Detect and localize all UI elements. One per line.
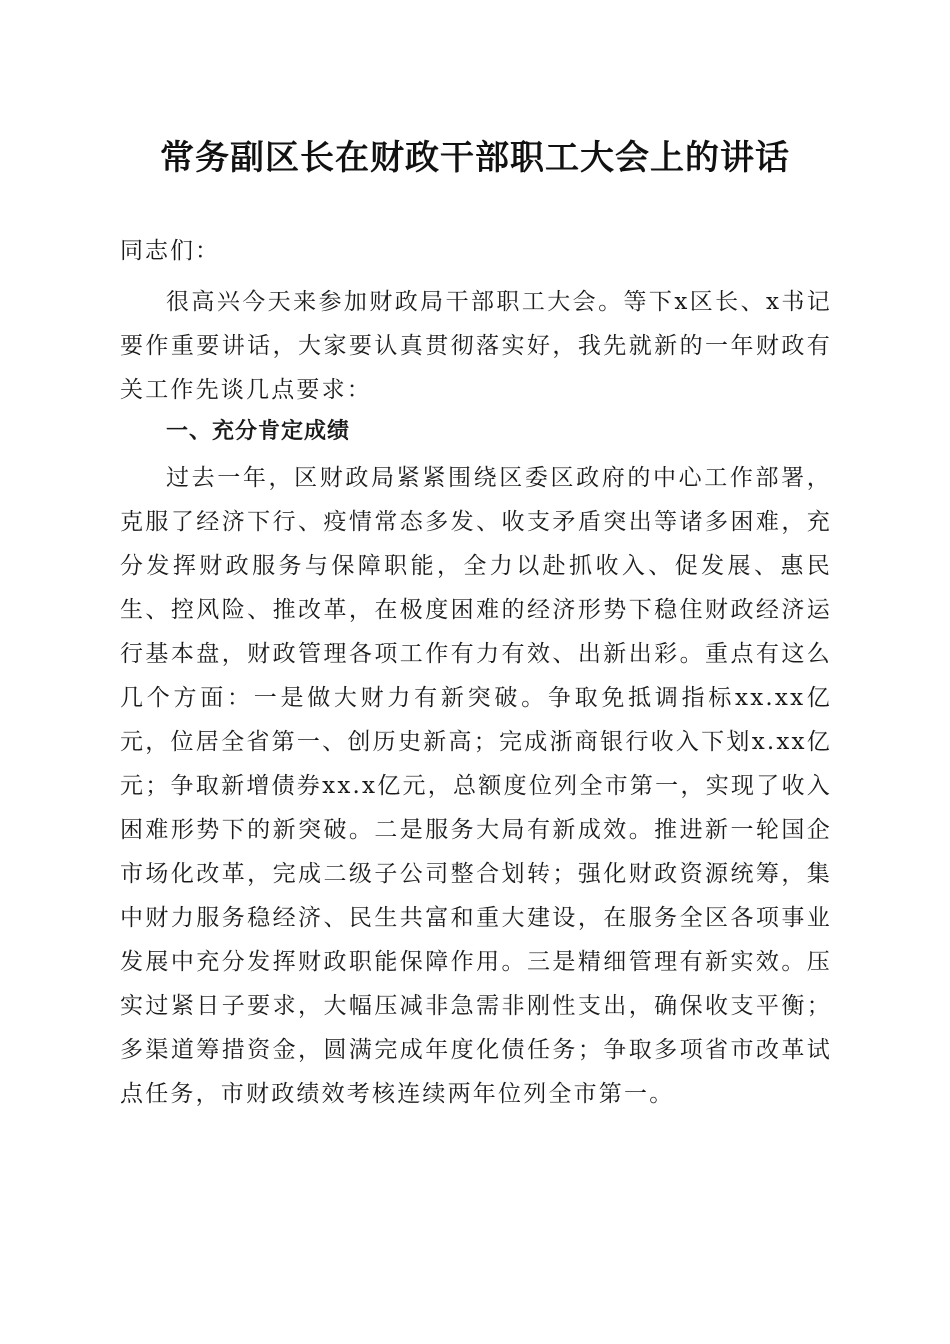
section-body-paragraph: 过去一年，区财政局紧紧围绕区委区政府的中心工作部署，克服了经济下行、疫情常态多发、收支矛盾突出等诸多困难，充分发挥财政服务与保障职能，全力以赴抓收入、促发展、惠民生、控风险、推改革，在极度困难的经济形势下稳住财政经济运行基本盘，财政管理各项工作有力有效、出新出彩。重点有这么几个方面：一是做大财力有新突破。争取免抵调指标xx.xx亿元，位居全省第一、创历史新高；完成浙商银行收入下划x.xx亿元；争取新增债券xx.x亿元，总额度位列全市第一，实现了收入困难形势下的新突破。二是服务大局有新成效。推进新一轮国企市场化改革，完成二级子公司整合划转；强化财政资源统筹，集中财力服务稳经济、民生共富和重大建设，在服务全区各项事业发展中充分发挥财政职能保障作用。三是精细管理有新实效。压实过紧日子要求，大幅压减非急需非刚性支出，确保收支平衡；多渠道筹措资金，圆满完成年度化债任务；争取多项省市改革试点任务，市财政绩效考核连续两年位列全市第一。 bbox=[120, 465, 832, 1107]
salutation: 同志们： bbox=[120, 238, 220, 264]
intro-paragraph: 很高兴今天来参加财政局干部职工大会。等下x区长、x书记要作重要讲话，大家要认真贯彻落实好，我先就新的一年财政有关工作先谈几点要求： bbox=[120, 289, 832, 403]
section-heading: 一、充分肯定成绩 bbox=[166, 419, 351, 444]
document-title: 常务副区长在财政干部职工大会上的讲话 bbox=[160, 138, 790, 178]
